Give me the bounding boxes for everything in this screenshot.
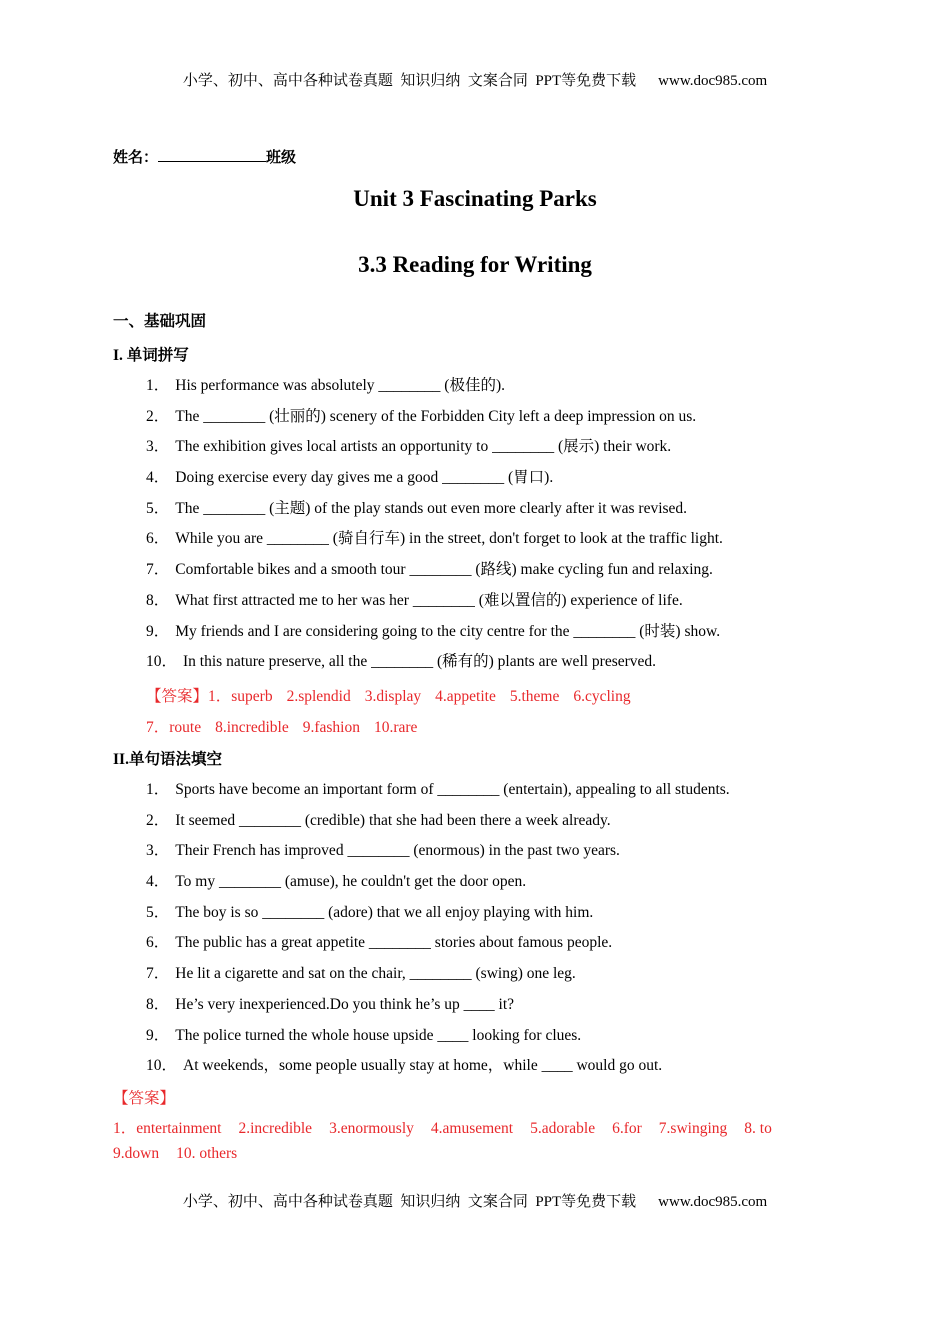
question-item: 3． Their French has improved ________ (enormous) in the past two years. — [146, 842, 620, 860]
class-label: 班级 — [266, 150, 297, 166]
name-blank — [158, 147, 266, 162]
question-item: 8． He’s very inexperienced.Do you think he’s up ____ it? — [146, 995, 515, 1013]
name-class-line — [113, 146, 296, 167]
part1-answers-line2: 7．route 8.incredible 9.fashion 10.rare — [146, 719, 418, 736]
question-item: 10． At weekends，some people usually stay at home，while ____ would go out. — [146, 1057, 663, 1075]
question-item: 4． Doing exercise every day gives me a good ________ (胃口). — [146, 469, 554, 487]
header-text: 小学、初中、高中各种试卷真题 知识归纳 文案合同 PPT等免费下载 — [182, 73, 637, 89]
question-item: 7． He lit a cigarette and sat on the chair, ________ (swing) one leg. — [146, 965, 576, 983]
part2-answer-label: 【答案】 — [113, 1090, 176, 1107]
part1-question-list — [146, 371, 723, 678]
section-heading: 一、基础巩固 — [113, 313, 207, 330]
question-item: 4． To my ________ (amuse), he couldn't get the door open. — [146, 873, 527, 891]
question-item: 1． His performance was absolutely ________ (极佳的). — [146, 377, 505, 394]
question-item: 1． Sports have become an important form of ________ (entertain), appealing to all students. — [146, 781, 730, 798]
question-item: 2． It seemed ________ (credible) that she had been there a week already. — [146, 811, 611, 829]
question-item: 6． The public has a great appetite ________ stories about famous people. — [146, 934, 613, 952]
question-item: 7． Comfortable bikes and a smooth tour ________ (路线) make cycling fun and relaxing. — [146, 561, 713, 579]
question-item: 5． The boy is so ________ (adore) that we all enjoy playing with him. — [146, 903, 594, 921]
footer-text: 小学、初中、高中各种试卷真题 知识归纳 文案合同 PPT等免费下载 — [182, 1194, 637, 1210]
part1-answers-line1: 【答案】1．superb 2.splendid 3.display 4.appetite 5.theme 6.cycling — [146, 688, 631, 705]
page-subtitle: 3.3 Reading for Writing — [358, 252, 592, 277]
question-item: 6． While you are ________ (骑自行车) in the street, don't forget to look at the traffic light. — [146, 530, 723, 548]
part2-answers-line2: 9.down 10. others — [113, 1145, 238, 1162]
part2-answers-line1: 1．entertainment 2.incredible 3.enormously 4.amusement 5.adorable 6.for 7.swinging 8. to — [113, 1120, 772, 1137]
part1-heading: I. 单词拼写 — [113, 347, 189, 364]
page-header — [0, 69, 950, 90]
answer-label: 【答案】 — [146, 688, 209, 705]
question-item: 5． The ________ (主题) of the play stands out even more clearly after it was revised. — [146, 499, 688, 517]
name-label: 姓名： — [113, 150, 159, 166]
page-title: Unit 3 Fascinating Parks — [353, 186, 597, 211]
question-item: 3． The exhibition gives local artists an opportunity to ________ (展示) their work. — [146, 438, 672, 456]
footer-url[interactable]: www.doc985.com — [658, 1194, 768, 1210]
question-item: 10． In this nature preserve, all the ________ (稀有的) plants are well preserved. — [146, 653, 657, 671]
question-item: 2． The ________ (壮丽的) scenery of the Forbidden City left a deep impression on us. — [146, 407, 697, 425]
part2-heading: II.单句语法填空 — [113, 751, 222, 768]
header-url[interactable]: www.doc985.com — [658, 73, 768, 89]
page-footer — [0, 1190, 950, 1211]
question-item: 9． The police turned the whole house upside ____ looking for clues. — [146, 1026, 582, 1044]
question-item: 9． My friends and I are considering going to the city centre for the ________ (时装) show. — [146, 622, 721, 640]
part2-question-list — [146, 775, 730, 1082]
question-item: 8． What first attracted me to her was her ________ (难以置信的) experience of life. — [146, 591, 683, 609]
